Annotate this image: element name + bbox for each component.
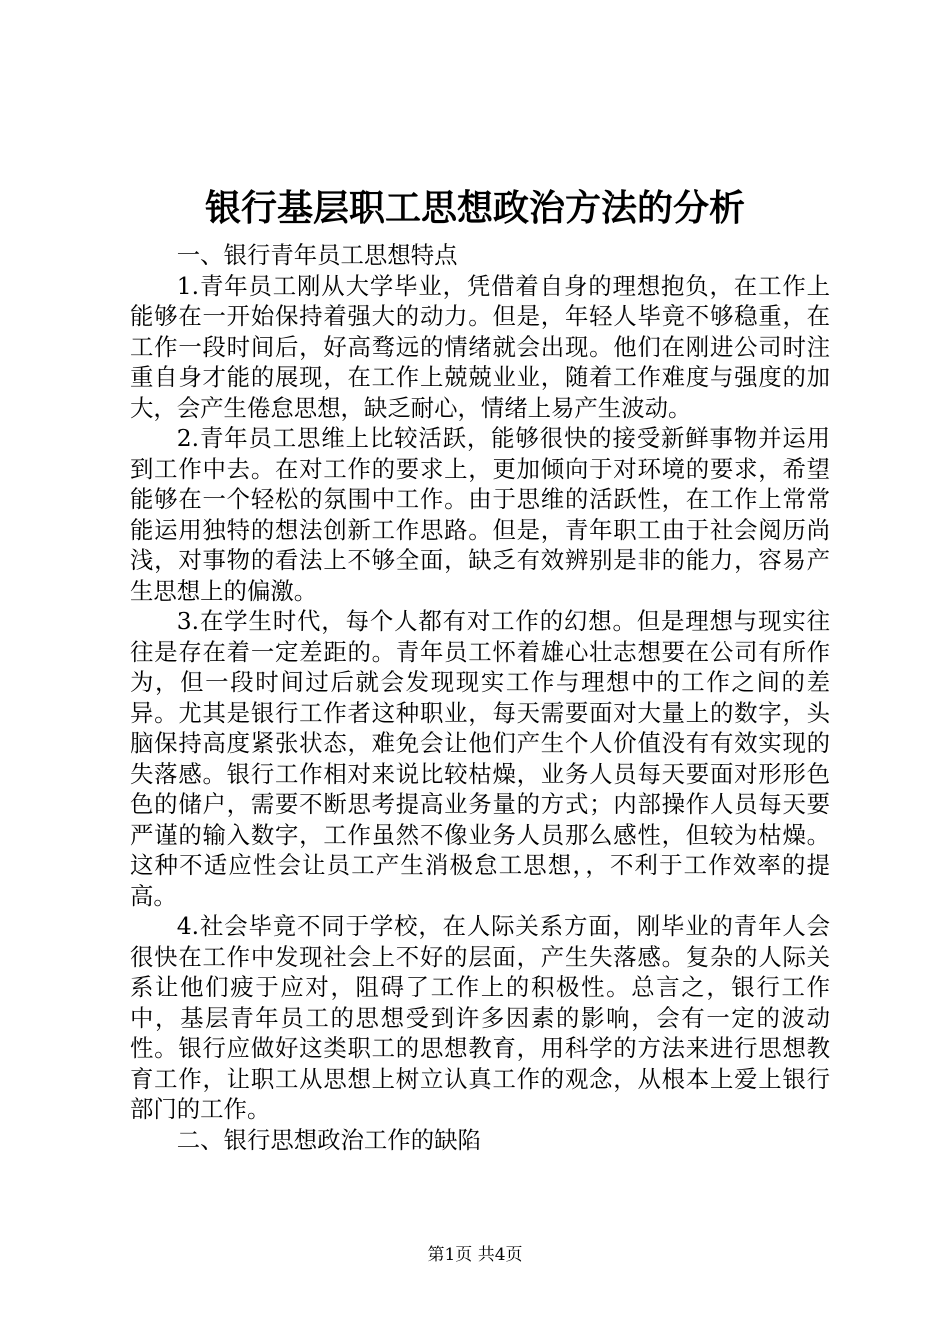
section-heading-2: 二、银行思想政治工作的缺陷 [176, 1125, 481, 1154]
page-footer: 第1页 共4页 [427, 1245, 523, 1265]
paragraph-1: 1.青年员工刚从大学毕业，凭借着自身的理想抱负，在工作上能够在一开始保持着强大的动力。但是，年轻人毕竟不够稳重，在工作一段时间后，好高骛远的情绪就会出现。他们在刚进公司时注重自身才能的展现，在工作上兢兢业业，随着工作难度与强度的加大，会产生倦怠思想，缺乏耐心，情绪上易产生波动。 [130, 271, 830, 422]
paragraph-3: 3.在学生时代，每个人都有对工作的幻想。但是理想与现实往往是存在着一定差距的。青年员工怀着雄心壮志想要在公司有所作为，但一段时间过后就会发现现实工作与理想中的工作之间的差异。尤其是银行工作者这种职业，每天需要面对大量上的数字，头脑保持高度紧张状态，难免会让他们产生个人价值没有有效实现的失落感。银行工作相对来说比较枯燥，业务人员每天要面对形形色色的储户，需要不断思考提高业务量的方式；内部操作人员每天要严谨的输入数字，工作虽然不像业务人员那么感性，但较为枯燥。这种不适应性会让员工产生消极怠工思想，，不利于工作效率的提高。 [130, 607, 830, 910]
paragraph-2: 2.青年员工思维上比较活跃，能够很快的接受新鲜事物并运用到工作中去。在对工作的要求上，更加倾向于对环境的要求，希望能够在一个轻松的氛围中工作。由于思维的活跃性，在工作上常常能运用独特的想法创新工作思路。但是，青年职工由于社会阅历尚浅，对事物的看法上不够全面，缺乏有效辨别是非的能力，容易产生思想上的偏激。 [130, 424, 830, 605]
document-title: 银行基层职工思想政治方法的分析 [204, 187, 745, 229]
paragraph-4: 4.社会毕竟不同于学校，在人际关系方面，刚毕业的青年人会很快在工作中发现社会上不好的层面，产生失落感。复杂的人际关系让他们疲于应对，阻碍了工作上的积极性。总言之，银行工作中，基层青年员工的思想受到许多因素的影响，会有一定的波动性。银行应做好这类职工的思想教育，用科学的方法来进行思想教育工作，让职工从思想上树立认真工作的观念，从根本上爱上银行部门的工作。 [130, 912, 830, 1123]
section-heading-1: 一、银行青年员工思想特点 [176, 241, 458, 269]
document-body [130, 240, 830, 1155]
